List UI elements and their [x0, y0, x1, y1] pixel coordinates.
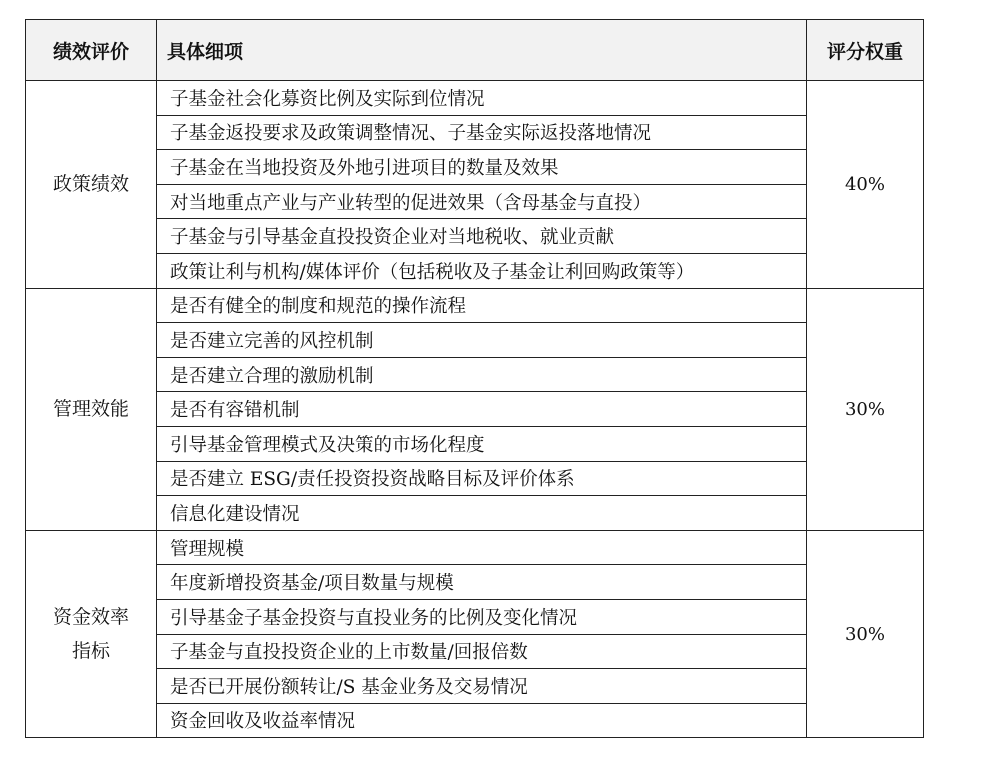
table-row	[26, 496, 924, 531]
table-row	[26, 392, 924, 427]
detail-item: 是否有容错机制	[157, 392, 807, 427]
detail-item: 政策让利与机构/媒体评价（包括税收及子基金让利回购政策等）	[157, 253, 807, 288]
detail-item: 是否有健全的制度和规范的操作流程	[157, 288, 807, 323]
weight-cell: 40%	[807, 81, 924, 289]
table-row	[26, 530, 924, 565]
weight-cell: 30%	[807, 530, 924, 738]
category-label: 管理效能	[52, 398, 129, 421]
table-row	[26, 461, 924, 496]
detail-item: 资金回收及收益率情况	[157, 703, 807, 738]
detail-item: 对当地重点产业与产业转型的促进效果（含母基金与直投）	[157, 184, 807, 219]
detail-item: 是否建立 ESG/责任投资投资战略目标及评价体系	[157, 461, 807, 496]
header-category: 绩效评价	[26, 20, 157, 81]
category-cell	[26, 81, 157, 289]
table-row	[26, 426, 924, 461]
detail-item: 引导基金管理模式及决策的市场化程度	[157, 426, 807, 461]
header-weight: 评分权重	[807, 20, 924, 81]
table-row	[26, 357, 924, 392]
table-row	[26, 669, 924, 704]
category-cell	[26, 288, 157, 530]
detail-item: 是否建立合理的激励机制	[157, 357, 807, 392]
category-label: 政策绩效	[52, 173, 129, 196]
header-detail: 具体细项	[157, 20, 807, 81]
performance-evaluation-table	[25, 19, 924, 738]
detail-item: 子基金社会化募资比例及实际到位情况	[157, 81, 807, 116]
table-row	[26, 81, 924, 116]
detail-item: 是否建立完善的风控机制	[157, 323, 807, 358]
table-row	[26, 288, 924, 323]
detail-item: 信息化建设情况	[157, 496, 807, 531]
category-cell	[26, 530, 157, 738]
table-row	[26, 253, 924, 288]
category-label: 资金效率	[52, 606, 129, 628]
table-row	[26, 323, 924, 358]
detail-item: 子基金与直投投资企业的上市数量/回报倍数	[157, 634, 807, 669]
table-row	[26, 115, 924, 150]
table-row	[26, 634, 924, 669]
table-header-row	[26, 20, 924, 81]
table-row	[26, 150, 924, 185]
detail-item: 是否已开展份额转让/S 基金业务及交易情况	[157, 669, 807, 704]
table-body	[26, 81, 924, 738]
detail-item: 子基金在当地投资及外地引进项目的数量及效果	[157, 150, 807, 185]
table-row	[26, 565, 924, 600]
detail-item: 引导基金子基金投资与直投业务的比例及变化情况	[157, 599, 807, 634]
detail-item: 子基金返投要求及政策调整情况、子基金实际返投落地情况	[157, 115, 807, 150]
weight-cell: 30%	[807, 288, 924, 530]
table-row	[26, 184, 924, 219]
table-row	[26, 599, 924, 634]
table-row	[26, 219, 924, 254]
detail-item: 子基金与引导基金直投投资企业对当地税收、就业贡献	[157, 219, 807, 254]
detail-item: 年度新增投资基金/项目数量与规模	[157, 565, 807, 600]
table-row	[26, 703, 924, 738]
category-label: 指标	[71, 640, 110, 662]
detail-item: 管理规模	[157, 530, 807, 565]
